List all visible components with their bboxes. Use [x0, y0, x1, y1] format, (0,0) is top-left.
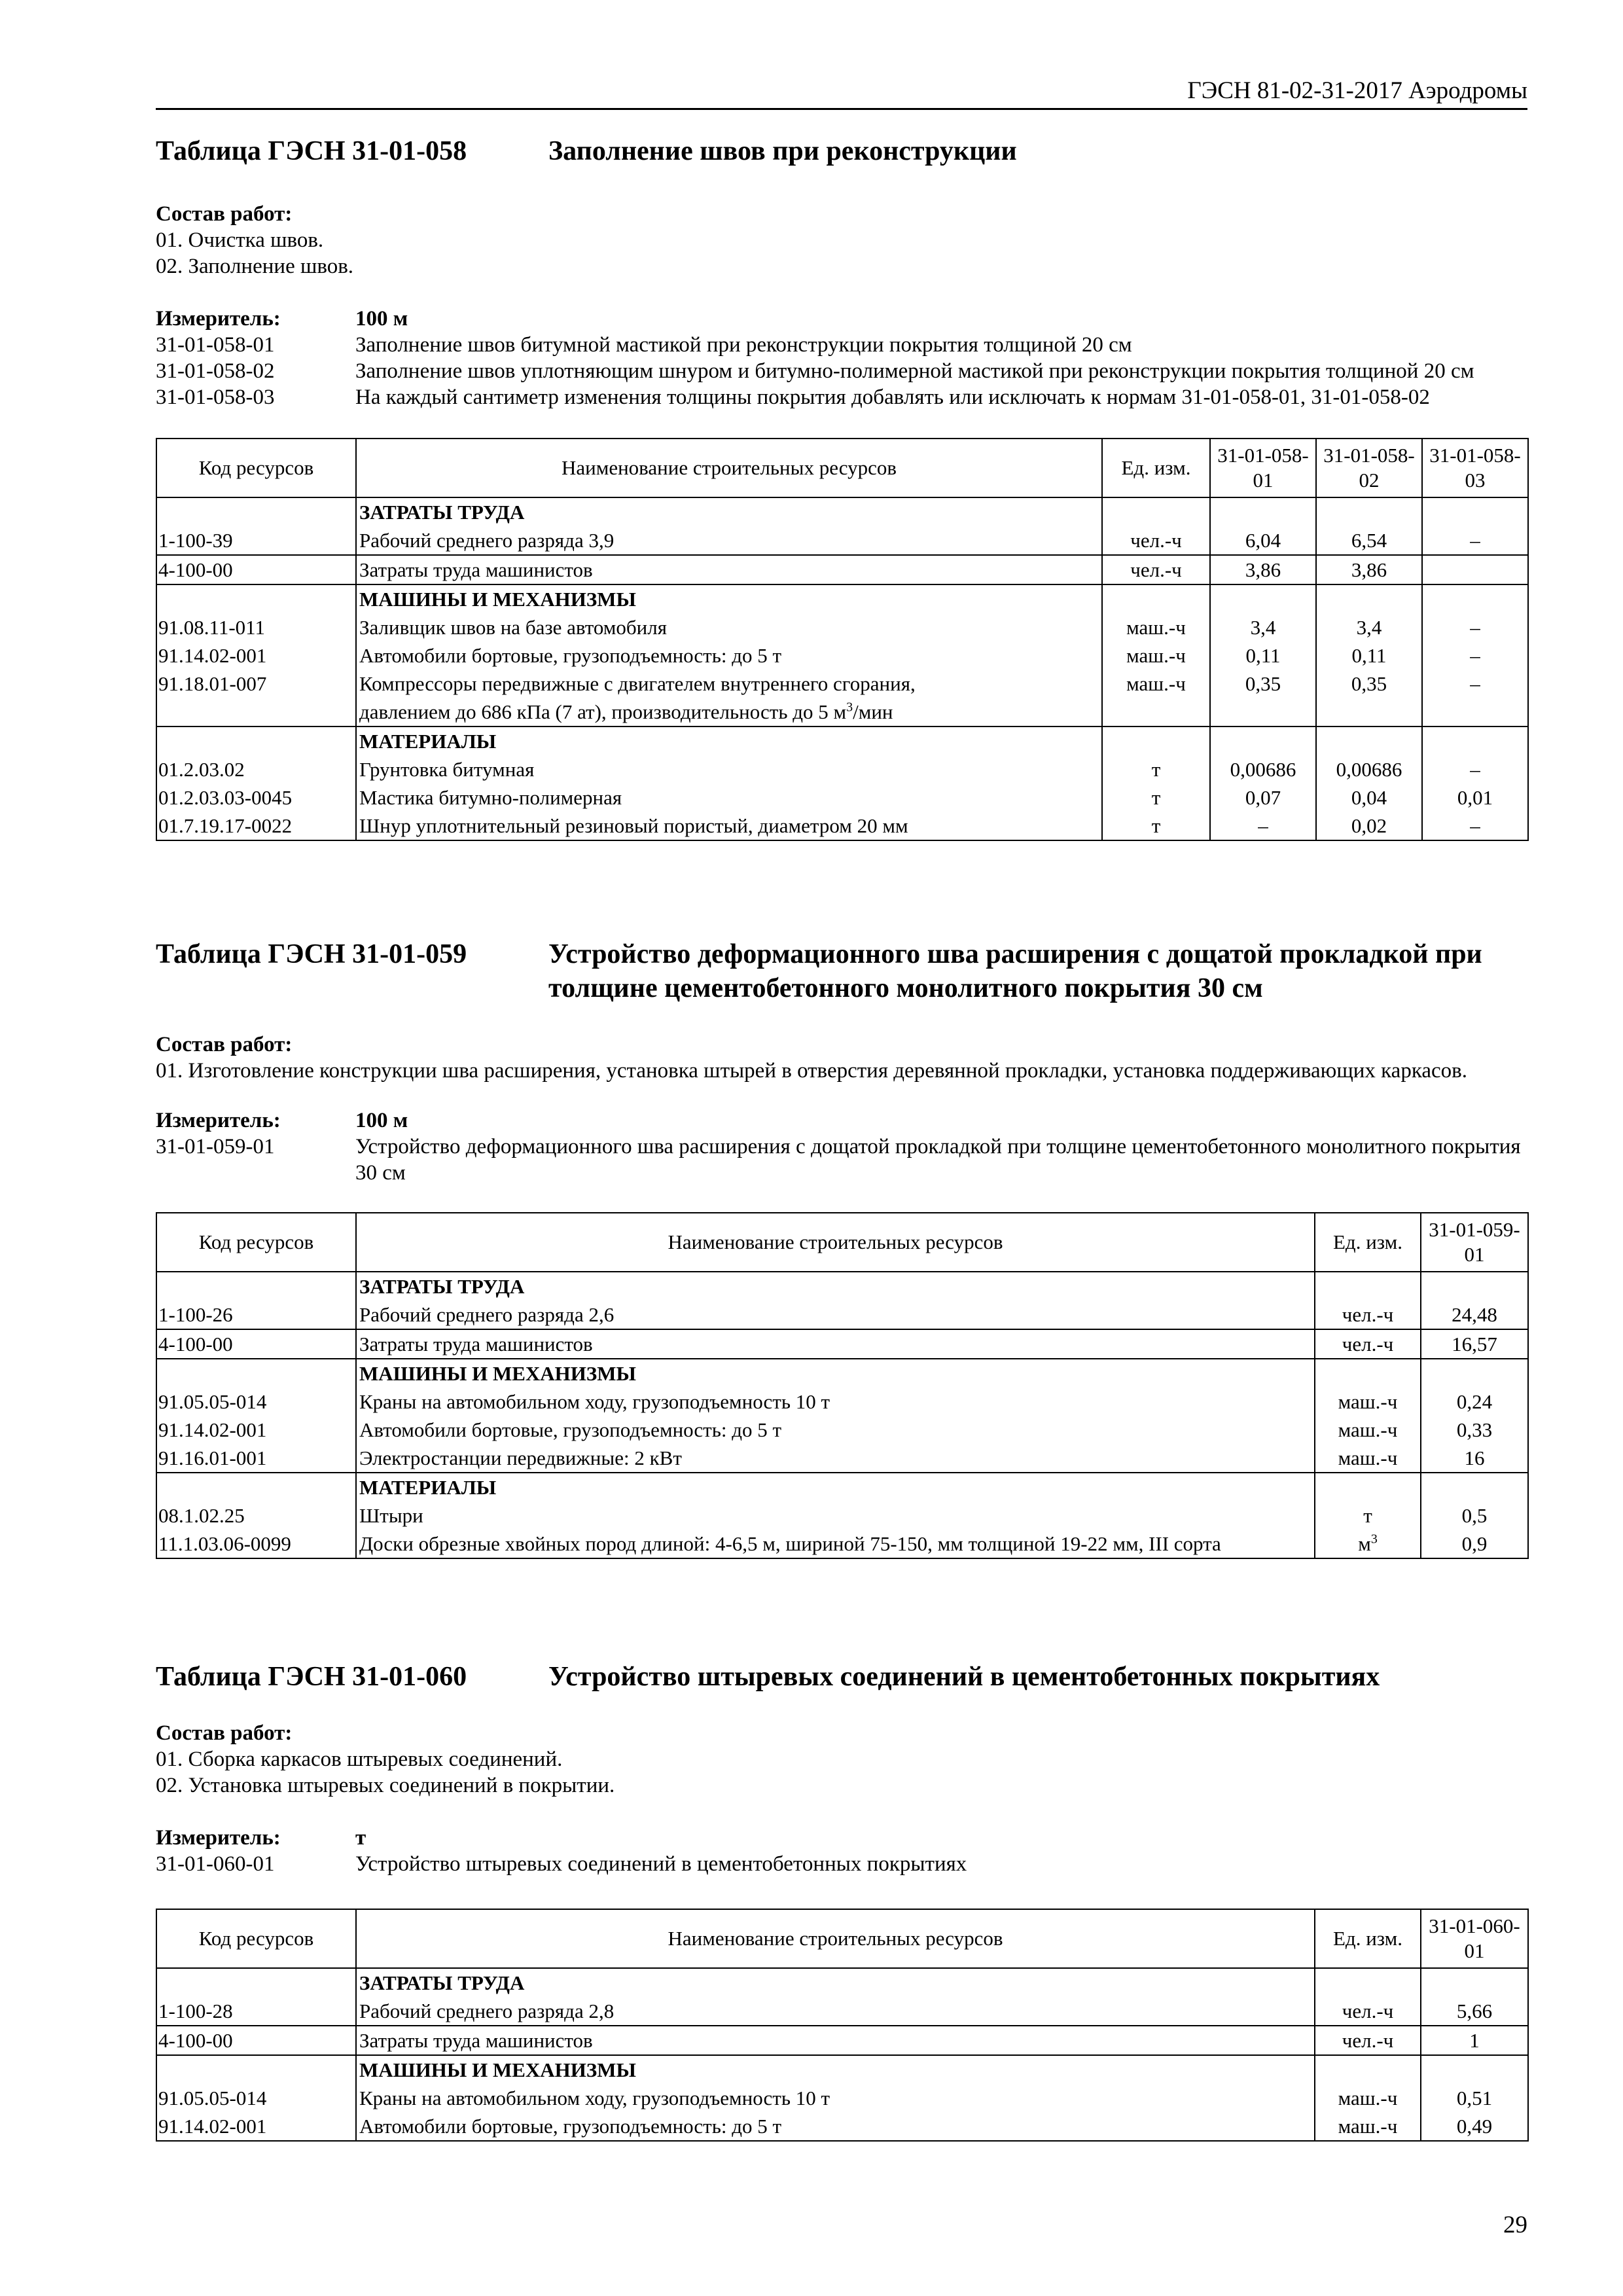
measure-label: Измеритель: [156, 307, 281, 331]
work-item: 02. Установка штыревых соединений в покрытии. [156, 1774, 615, 1797]
resource-table [156, 1212, 1529, 1559]
table-row [156, 2112, 1528, 2141]
superscript: 3 [1370, 1532, 1378, 1547]
section-label: МАШИНЫ И МЕХАНИЗМЫ [356, 584, 1102, 613]
table-row [156, 1444, 1528, 1473]
col-header-norm: 31-01-059-01 [1421, 1213, 1528, 1272]
table-row [156, 526, 1528, 555]
cell-name: Автомобили бортовые, грузоподъемность: до 5 т [356, 2112, 1315, 2141]
cell-name: Рабочий среднего разряда 2,8 [356, 1997, 1315, 2026]
cell-value: – [1422, 670, 1528, 726]
cell-name: Краны на автомобильном ходу, грузоподъемность 10 т [356, 1388, 1315, 1416]
cell-value: 16 [1421, 1444, 1528, 1473]
cell-code: 91.14.02-001 [156, 1416, 356, 1444]
cell-name: Электростанции передвижные: 2 кВт [356, 1444, 1315, 1473]
norm-text: Устройство деформационного шва расширения с дощатой прокладкой при толщине цементобетонного монолитного покрытия 30 см [355, 1135, 1521, 1185]
norm-text: Заполнение швов битумной мастикой при реконструкции покрытия толщиной 20 см [355, 333, 1132, 357]
cell-unit: маш.-ч [1315, 2112, 1421, 2141]
cell-name-line: /мин [853, 700, 893, 723]
cell-name: Автомобили бортовые, грузоподъемность: до 5 т [356, 641, 1102, 670]
cell-unit: чел.-ч [1315, 1329, 1421, 1359]
cell-code: 91.05.05-014 [156, 1388, 356, 1416]
measure-value: т [355, 1826, 366, 1850]
cell-value: 0,00686 [1316, 755, 1422, 783]
measure-block [156, 1825, 1527, 1877]
cell-name [356, 670, 1102, 726]
col-header-name: Наименование строительных ресурсов [356, 439, 1102, 497]
cell-code: 4-100-00 [156, 1329, 356, 1359]
cell-value: 0,35 [1210, 670, 1316, 726]
section-row [156, 497, 1528, 526]
work-item: 01. Сборка каркасов штыревых соединений. [156, 1748, 563, 1771]
work-composition [156, 1031, 1527, 1084]
cell-unit: маш.-ч [1102, 641, 1210, 670]
col-header-norm: 31-01-058-01 [1210, 439, 1316, 497]
norm-text: Устройство штыревых соединений в цементобетонных покрытиях [355, 1852, 967, 1876]
table-name: Устройство штыревых соединений в цементобетонных покрытиях [548, 1662, 1380, 1692]
cell-unit [1315, 1530, 1421, 1558]
table-number: Таблица ГЭСН 31-01-058 [156, 136, 467, 166]
norm-code: 31-01-058-02 [156, 359, 275, 383]
cell-value: 0,49 [1421, 2112, 1528, 2141]
norm-text: Заполнение швов уплотняющим шнуром и битумно-полимерной мастикой при реконструкции покрытия толщиной 20 см [355, 359, 1474, 383]
measure-value: 100 м [355, 307, 408, 331]
cell-value: 6,54 [1316, 526, 1422, 555]
resource-table [156, 1909, 1529, 2142]
cell-value: 16,57 [1421, 1329, 1528, 1359]
cell-unit: чел.-ч [1315, 2026, 1421, 2055]
col-header-code: Код ресурсов [156, 439, 356, 497]
col-header-name: Наименование строительных ресурсов [356, 1213, 1315, 1272]
cell-name: Доски обрезные хвойных пород длиной: 4-6,5 м, шириной 75-150, мм толщиной 19-22 мм, III сорта [356, 1530, 1315, 1558]
cell-value: 0,33 [1421, 1416, 1528, 1444]
table-name: Устройство деформационного шва расширения с дощатой прокладкой при толщине цементобетонного монолитного покрытия 30 см [548, 939, 1482, 1003]
cell-unit: маш.-ч [1315, 1388, 1421, 1416]
cell-value: 3,86 [1316, 555, 1422, 584]
running-header [156, 69, 1527, 110]
cell-name: Грунтовка битумная [356, 755, 1102, 783]
table-row [156, 1329, 1528, 1359]
section-label: МАТЕРИАЛЫ [356, 1473, 1315, 1501]
cell-code: 01.2.03.02 [156, 755, 356, 783]
measure-block [156, 1107, 1527, 1186]
section-label: ЗАТРАТЫ ТРУДА [356, 1968, 1315, 1997]
section-label: МАШИНЫ И МЕХАНИЗМЫ [356, 2055, 1315, 2084]
cell-name-line: давлением до 686 кПа (7 ат), производительность до 5 м [359, 700, 847, 723]
norm-code: 31-01-060-01 [156, 1852, 275, 1876]
col-header-unit: Ед. изм. [1102, 439, 1210, 497]
col-header-name: Наименование строительных ресурсов [356, 1909, 1315, 1968]
section-row [156, 1968, 1528, 1997]
section-label: ЗАТРАТЫ ТРУДА [356, 1272, 1315, 1300]
table-row [156, 1501, 1528, 1530]
table-number: Таблица ГЭСН 31-01-060 [156, 1662, 467, 1692]
superscript: 3 [846, 700, 853, 715]
table-row [156, 2084, 1528, 2112]
section-31-01-060 [156, 1660, 1527, 2142]
work-item: 01. Изготовление конструкции шва расширения, установка штырей в отверстия деревянной прокладки, установка поддерживающих каркасов. [156, 1059, 1467, 1083]
cell-code: 01.7.19.17-0022 [156, 812, 356, 840]
col-header-norm: 31-01-058-03 [1422, 439, 1528, 497]
header-text: ГЭСН 81-02-31-2017 Аэродромы [1187, 77, 1527, 104]
cell-name: Затраты труда машинистов [356, 555, 1102, 584]
cell-name: Затраты труда машинистов [356, 2026, 1315, 2055]
cell-name: Шнур уплотнительный резиновый пористый, диаметром 20 мм [356, 812, 1102, 840]
norm-code: 31-01-059-01 [156, 1135, 275, 1158]
cell-value: – [1422, 755, 1528, 783]
table-row [156, 1997, 1528, 2026]
cell-code: 4-100-00 [156, 555, 356, 584]
cell-value: 1 [1421, 2026, 1528, 2055]
cell-code: 01.2.03.03-0045 [156, 783, 356, 812]
cell-value: 0,00686 [1210, 755, 1316, 783]
col-header-norm: 31-01-060-01 [1421, 1909, 1528, 1968]
cell-value: – [1422, 641, 1528, 670]
cell-code: 08.1.02.25 [156, 1501, 356, 1530]
unit-text: м [1358, 1532, 1371, 1555]
cell-name: Рабочий среднего разряда 2,6 [356, 1300, 1315, 1329]
cell-value: 3,4 [1316, 613, 1422, 641]
table-header-row [156, 1909, 1528, 1968]
work-item: 01. Очистка швов. [156, 228, 324, 252]
cell-code: 11.1.03.06-0099 [156, 1530, 356, 1558]
table-title [156, 134, 1527, 168]
table-header-row [156, 439, 1528, 497]
norm-text: На каждый сантиметр изменения толщины покрытия добавлять или исключать к нормам 31-01-058-01, 31-01-058-02 [355, 386, 1430, 409]
section-row [156, 2055, 1528, 2084]
table-row [156, 555, 1528, 584]
cell-name: Затраты труда машинистов [356, 1329, 1315, 1359]
cell-code: 91.08.11-011 [156, 613, 356, 641]
cell-value: 5,66 [1421, 1997, 1528, 2026]
table-row [156, 670, 1528, 726]
resource-table [156, 438, 1529, 841]
cell-name: Автомобили бортовые, грузоподъемность: до 5 т [356, 1416, 1315, 1444]
table-name: Заполнение швов при реконструкции [548, 136, 1017, 166]
norm-code: 31-01-058-01 [156, 333, 275, 357]
cell-value: 3,4 [1210, 613, 1316, 641]
norm-code: 31-01-058-03 [156, 386, 275, 409]
cell-code: 91.05.05-014 [156, 2084, 356, 2112]
cell-value: 0,01 [1422, 783, 1528, 812]
cell-value: 0,11 [1316, 641, 1422, 670]
table-number: Таблица ГЭСН 31-01-059 [156, 939, 467, 969]
cell-value: 0,02 [1316, 812, 1422, 840]
cell-unit: т [1102, 783, 1210, 812]
table-header-row [156, 1213, 1528, 1272]
table-row [156, 783, 1528, 812]
cell-value: – [1422, 526, 1528, 555]
cell-value: 0,51 [1421, 2084, 1528, 2112]
cell-value [1422, 555, 1528, 584]
col-header-unit: Ед. изм. [1315, 1909, 1421, 1968]
cell-unit: чел.-ч [1102, 526, 1210, 555]
cell-value: 0,5 [1421, 1501, 1528, 1530]
cell-value: 24,48 [1421, 1300, 1528, 1329]
table-row [156, 1388, 1528, 1416]
cell-name-line: Компрессоры передвижные с двигателем внутреннего сгорания, [359, 672, 916, 695]
section-row [156, 1272, 1528, 1300]
cell-unit: т [1315, 1501, 1421, 1530]
table-row [156, 1300, 1528, 1329]
work-composition-label: Состав работ: [156, 202, 293, 226]
work-composition-label: Состав работ: [156, 1033, 293, 1056]
cell-unit: маш.-ч [1315, 1444, 1421, 1473]
section-row [156, 584, 1528, 613]
cell-value: 0,24 [1421, 1388, 1528, 1416]
cell-unit: маш.-ч [1102, 670, 1210, 726]
cell-value: – [1422, 812, 1528, 840]
col-header-code: Код ресурсов [156, 1909, 356, 1968]
table-row [156, 613, 1528, 641]
cell-name: Мастика битумно-полимерная [356, 783, 1102, 812]
cell-unit: т [1102, 812, 1210, 840]
table-row [156, 755, 1528, 783]
table-row [156, 2026, 1528, 2055]
cell-value: 3,86 [1210, 555, 1316, 584]
section-label: ЗАТРАТЫ ТРУДА [356, 497, 1102, 526]
cell-value: 0,07 [1210, 783, 1316, 812]
section-row [156, 726, 1528, 755]
work-composition [156, 1720, 1527, 1799]
section-31-01-059 [156, 937, 1527, 1559]
col-header-unit: Ед. изм. [1315, 1213, 1421, 1272]
cell-value: 0,04 [1316, 783, 1422, 812]
work-composition-label: Состав работ: [156, 1721, 293, 1745]
cell-unit: чел.-ч [1315, 1997, 1421, 2026]
cell-value: – [1422, 613, 1528, 641]
cell-unit: маш.-ч [1315, 2084, 1421, 2112]
cell-code: 1-100-39 [156, 526, 356, 555]
col-header-norm: 31-01-058-02 [1316, 439, 1422, 497]
table-row [156, 641, 1528, 670]
table-title [156, 937, 1527, 1005]
cell-unit: маш.-ч [1315, 1416, 1421, 1444]
cell-value: 6,04 [1210, 526, 1316, 555]
section-31-01-058 [156, 134, 1527, 841]
cell-value: – [1210, 812, 1316, 840]
measure-block [156, 306, 1527, 410]
cell-value: 0,11 [1210, 641, 1316, 670]
cell-unit: т [1102, 755, 1210, 783]
cell-code: 91.14.02-001 [156, 641, 356, 670]
cell-name: Заливщик швов на базе автомобиля [356, 613, 1102, 641]
cell-code: 4-100-00 [156, 2026, 356, 2055]
section-label: МАШИНЫ И МЕХАНИЗМЫ [356, 1359, 1315, 1388]
measure-label: Измеритель: [156, 1826, 281, 1850]
table-row [156, 1416, 1528, 1444]
cell-value: 0,9 [1421, 1530, 1528, 1558]
section-label: МАТЕРИАЛЫ [356, 726, 1102, 755]
section-row [156, 1359, 1528, 1388]
cell-code: 91.18.01-007 [156, 670, 356, 726]
section-row [156, 1473, 1528, 1501]
measure-label: Измеритель: [156, 1109, 281, 1132]
table-title [156, 1660, 1527, 1694]
work-item: 02. Заполнение швов. [156, 255, 354, 278]
table-row [156, 812, 1528, 840]
cell-unit: чел.-ч [1102, 555, 1210, 584]
cell-code: 91.16.01-001 [156, 1444, 356, 1473]
cell-code: 1-100-26 [156, 1300, 356, 1329]
cell-code: 1-100-28 [156, 1997, 356, 2026]
cell-code: 91.14.02-001 [156, 2112, 356, 2141]
cell-value: 0,35 [1316, 670, 1422, 726]
cell-name: Краны на автомобильном ходу, грузоподъемность 10 т [356, 2084, 1315, 2112]
col-header-code: Код ресурсов [156, 1213, 356, 1272]
cell-name: Штыри [356, 1501, 1315, 1530]
cell-unit: маш.-ч [1102, 613, 1210, 641]
measure-value: 100 м [355, 1109, 408, 1132]
cell-name: Рабочий среднего разряда 3,9 [356, 526, 1102, 555]
cell-unit: чел.-ч [1315, 1300, 1421, 1329]
page-number: 29 [1503, 2212, 1527, 2238]
work-composition [156, 201, 1527, 279]
table-row [156, 1530, 1528, 1558]
